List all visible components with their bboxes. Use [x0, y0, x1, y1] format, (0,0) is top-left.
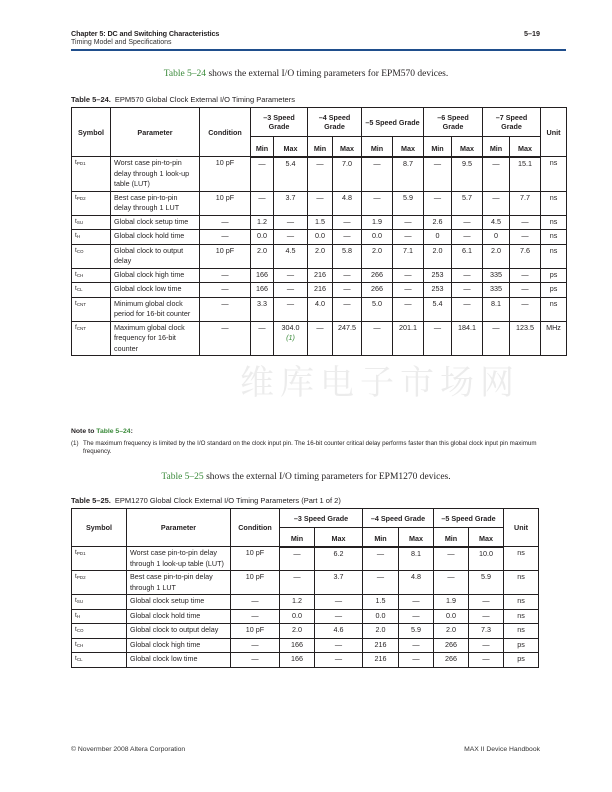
min-cell: 2.0	[483, 244, 510, 268]
max-cell: 5.7	[452, 191, 483, 215]
max-cell: —	[469, 609, 504, 624]
symbol-cell: $t_H$	[72, 609, 127, 624]
header-symbol: Symbol	[72, 509, 127, 547]
max-cell: 5.9	[399, 624, 434, 639]
condition-cell: —	[200, 230, 251, 245]
max-cell: 5.9	[469, 571, 504, 595]
max-cell: 123.5	[510, 321, 541, 356]
symbol-cell: $f_{CNT}$	[72, 321, 111, 356]
max-cell: 5.8	[333, 244, 362, 268]
max-cell: 7.7	[510, 191, 541, 215]
unit-cell: MHz	[541, 321, 567, 356]
min-cell: 3.3	[251, 297, 274, 321]
min-cell: —	[362, 157, 393, 192]
symbol-cell: $t_{SU}$	[72, 595, 127, 610]
symbol-cell: $t_{CH}$	[72, 638, 127, 653]
header-max: Max	[315, 528, 363, 547]
min-cell: 0.0	[363, 609, 399, 624]
unit-cell: ps	[504, 638, 539, 653]
parameter-cell: Worst case pin-to-pin delay through 1 look-up table (LUT)	[111, 157, 200, 192]
min-cell: 1.9	[434, 595, 469, 610]
max-cell: —	[315, 595, 363, 610]
min-cell: 335	[483, 268, 510, 283]
header-grade: –7 Speed Grade	[483, 108, 541, 137]
min-cell: 216	[308, 268, 333, 283]
max-cell: 7.1	[393, 244, 424, 268]
unit-cell: ps	[504, 653, 539, 668]
max-cell: 3.7	[274, 191, 308, 215]
max-cell: —	[510, 230, 541, 245]
table-row	[72, 638, 539, 653]
min-cell: 1.2	[251, 215, 274, 230]
max-cell: 15.1	[510, 157, 541, 192]
min-cell: 166	[280, 638, 315, 653]
max-cell: —	[510, 297, 541, 321]
symbol-cell: $t_{PD1}$	[72, 547, 127, 571]
symbol-cell: $t_{CL}$	[72, 283, 111, 298]
table-1-title: EPM570 Global Clock External I/O Timing Parameters	[114, 95, 295, 104]
condition-cell: —	[200, 297, 251, 321]
intro-text: shows the external I/O timing parameters for EPM570 devices.	[206, 69, 449, 79]
table-row	[72, 268, 567, 283]
max-cell: 4.8	[399, 571, 434, 595]
unit-cell: ns	[541, 191, 567, 215]
max-cell: —	[274, 215, 308, 230]
min-cell: 8.1	[483, 297, 510, 321]
table-row	[72, 547, 539, 571]
header-unit: Unit	[504, 509, 539, 547]
max-cell: —	[399, 595, 434, 610]
max-cell: —	[510, 215, 541, 230]
min-cell: —	[363, 571, 399, 595]
intro-paragraph-1	[0, 69, 612, 79]
min-cell: 4.5	[483, 215, 510, 230]
table-row	[72, 157, 567, 192]
unit-cell: ns	[541, 297, 567, 321]
unit-cell: ns	[504, 624, 539, 639]
parameter-cell: Maximum global clock frequency for 16-bit counter	[111, 321, 200, 356]
max-cell: —	[452, 230, 483, 245]
max-cell: 201.1	[393, 321, 424, 356]
symbol-cell: $t_{CL}$	[72, 653, 127, 668]
header-max: Max	[274, 137, 308, 157]
min-cell: 253	[424, 268, 452, 283]
max-cell: —	[452, 283, 483, 298]
max-cell: 5.9	[393, 191, 424, 215]
max-cell: —	[315, 638, 363, 653]
min-cell: 0	[483, 230, 510, 245]
min-cell: —	[362, 321, 393, 356]
max-cell: 6.1	[452, 244, 483, 268]
max-cell: —	[469, 653, 504, 668]
unit-cell: ns	[504, 547, 539, 571]
parameter-cell: Global clock to output delay	[127, 624, 231, 639]
header-min: Min	[363, 528, 399, 547]
table-row	[72, 230, 567, 245]
max-cell: —	[333, 215, 362, 230]
note-1	[71, 440, 566, 456]
min-cell: 2.6	[424, 215, 452, 230]
max-cell: —	[452, 215, 483, 230]
max-cell: —	[315, 609, 363, 624]
parameter-cell: Minimum global clock period for 16-bit counter	[111, 297, 200, 321]
table-row	[72, 215, 567, 230]
min-cell: 0.0	[362, 230, 393, 245]
min-cell: 166	[251, 268, 274, 283]
note-title: Note to Table 5–24:	[71, 428, 133, 435]
table-row	[72, 321, 567, 356]
header-max: Max	[399, 528, 434, 547]
header-condition: Condition	[231, 509, 280, 547]
table-1-caption	[71, 95, 295, 104]
min-cell: —	[308, 321, 333, 356]
max-cell: —	[315, 653, 363, 668]
min-cell: 5.4	[424, 297, 452, 321]
min-cell: —	[362, 191, 393, 215]
max-cell: —	[452, 297, 483, 321]
min-cell: 266	[362, 283, 393, 298]
header-rule	[71, 49, 566, 51]
max-cell: 9.5	[452, 157, 483, 192]
condition-cell: —	[231, 653, 280, 668]
min-cell: —	[434, 547, 469, 571]
condition-cell: 10 pF	[200, 191, 251, 215]
max-cell: —	[393, 297, 424, 321]
min-cell: 1.5	[363, 595, 399, 610]
max-cell: 6.2	[315, 547, 363, 571]
parameter-cell: Global clock high time	[127, 638, 231, 653]
watermark: 维库电子市场网	[240, 363, 520, 403]
min-cell: —	[251, 157, 274, 192]
unit-cell: ps	[541, 283, 567, 298]
symbol-cell: $t_{SU}$	[72, 215, 111, 230]
max-cell: 247.5	[333, 321, 362, 356]
min-cell: 216	[363, 653, 399, 668]
condition-cell: 10 pF	[200, 244, 251, 268]
header-max: Max	[469, 528, 504, 547]
header-unit: Unit	[541, 108, 567, 157]
max-cell: 7.0	[333, 157, 362, 192]
note-reference[interactable]: (1)	[286, 333, 295, 342]
min-cell: 2.0	[424, 244, 452, 268]
unit-cell: ns	[541, 244, 567, 268]
symbol-cell: $t_{PD1}$	[72, 157, 111, 192]
min-cell: —	[251, 191, 274, 215]
min-cell: 2.0	[434, 624, 469, 639]
min-cell: 5.0	[362, 297, 393, 321]
symbol-cell: $t_{CH}$	[72, 268, 111, 283]
min-cell: —	[280, 547, 315, 571]
header-min: Min	[434, 528, 469, 547]
max-cell: —	[393, 215, 424, 230]
note-body: The maximum frequency is limited by the I/O standard on the clock input pin. The 16-bit counter critical delay performs faster than this global clock input pin maximum frequency.	[83, 440, 537, 456]
table-row	[72, 609, 539, 624]
min-cell: 0.0	[434, 609, 469, 624]
max-cell: —	[393, 230, 424, 245]
condition-cell: 10 pF	[231, 624, 280, 639]
min-cell: 1.2	[280, 595, 315, 610]
parameter-cell: Worst case pin-to-pin delay through 1 look-up table (LUT)	[127, 547, 231, 571]
max-cell: —	[452, 268, 483, 283]
min-cell: 4.0	[308, 297, 333, 321]
max-cell: —	[274, 283, 308, 298]
max-cell: 4.8	[333, 191, 362, 215]
max-cell: —	[393, 268, 424, 283]
symbol-cell: $t_{CO}$	[72, 244, 111, 268]
min-cell: 335	[483, 283, 510, 298]
table-5-25	[71, 508, 539, 668]
header-grade: –3 Speed Grade	[280, 509, 363, 528]
table-row	[72, 297, 567, 321]
header-max: Max	[452, 137, 483, 157]
condition-cell: —	[200, 215, 251, 230]
header-grade: –5 Speed Grade	[434, 509, 504, 528]
header-parameter: Parameter	[111, 108, 200, 157]
table-row	[72, 653, 539, 668]
min-cell: —	[363, 547, 399, 571]
min-cell: 253	[424, 283, 452, 298]
max-cell: —	[333, 230, 362, 245]
max-cell: —	[274, 297, 308, 321]
condition-cell: 10 pF	[231, 571, 280, 595]
condition-cell: —	[200, 283, 251, 298]
max-cell: 7.6	[510, 244, 541, 268]
min-cell: 166	[251, 283, 274, 298]
min-cell: —	[483, 157, 510, 192]
symbol-cell: $t_{PD2}$	[72, 571, 127, 595]
min-cell: 2.0	[251, 244, 274, 268]
max-cell: 5.4	[274, 157, 308, 192]
footer-handbook: MAX II Device Handbook	[464, 746, 540, 753]
min-cell: 1.5	[308, 215, 333, 230]
header-grade: –4 Speed Grade	[363, 509, 434, 528]
note-number: (1)	[71, 440, 79, 447]
min-cell: 1.9	[362, 215, 393, 230]
min-cell: 216	[363, 638, 399, 653]
min-cell: —	[280, 571, 315, 595]
condition-cell: 10 pF	[200, 157, 251, 192]
parameter-cell: Global clock to output delay	[111, 244, 200, 268]
parameter-cell: Global clock low time	[127, 653, 231, 668]
max-cell: 304.0 (1)	[274, 321, 308, 356]
min-cell: 0	[424, 230, 452, 245]
min-cell: 216	[308, 283, 333, 298]
table-2-title: EPM1270 Global Clock External I/O Timing Parameters (Part 1 of 2)	[114, 496, 341, 505]
header-grade: –5 Speed Grade	[362, 108, 424, 137]
min-cell: 266	[434, 638, 469, 653]
min-cell: 266	[434, 653, 469, 668]
max-cell: —	[399, 609, 434, 624]
table-5-24	[71, 107, 567, 356]
max-cell: 8.1	[399, 547, 434, 571]
table-5-25-link[interactable]: Table 5–25	[161, 472, 204, 482]
table-row	[72, 244, 567, 268]
symbol-cell: $t_{CO}$	[72, 624, 127, 639]
max-cell: —	[274, 230, 308, 245]
max-cell: —	[469, 595, 504, 610]
max-cell: —	[510, 283, 541, 298]
symbol-cell: $t_{PD2}$	[72, 191, 111, 215]
page-number: 5–19	[524, 29, 540, 38]
condition-cell: —	[200, 321, 251, 356]
header-min: Min	[280, 528, 315, 547]
intro-text: shows the external I/O timing parameters for EPM1270 devices.	[203, 472, 451, 482]
table-5-24-link[interactable]: Table 5–24	[163, 69, 207, 79]
max-cell: 8.7	[393, 157, 424, 192]
max-cell: —	[399, 638, 434, 653]
table-row	[72, 595, 539, 610]
parameter-cell: Best case pin-to-pin delay through 1 LUT	[127, 571, 231, 595]
max-cell: —	[333, 268, 362, 283]
condition-cell: —	[231, 595, 280, 610]
min-cell: 0.0	[251, 230, 274, 245]
min-cell: 2.0	[363, 624, 399, 639]
footer-copyright: © Novermber 2008 Altera Corporation	[71, 746, 186, 753]
header-min: Min	[308, 137, 333, 157]
condition-cell: 10 pF	[231, 547, 280, 571]
max-cell: —	[333, 283, 362, 298]
header-max: Max	[333, 137, 362, 157]
max-cell: —	[393, 283, 424, 298]
parameter-cell: Global clock low time	[111, 283, 200, 298]
header-grade: –4 Speed Grade	[308, 108, 362, 137]
min-cell: —	[424, 157, 452, 192]
header-parameter: Parameter	[127, 509, 231, 547]
min-cell: 2.0	[280, 624, 315, 639]
table-2-caption	[71, 496, 341, 505]
parameter-cell: Global clock hold time	[111, 230, 200, 245]
note-table-link[interactable]: Table 5–24	[96, 428, 131, 435]
condition-cell: —	[200, 268, 251, 283]
header-symbol: Symbol	[72, 108, 111, 157]
max-cell: —	[274, 268, 308, 283]
table-2-label: Table 5–25.	[71, 496, 111, 505]
parameter-cell: Global clock setup time	[127, 595, 231, 610]
unit-cell: ns	[504, 571, 539, 595]
max-cell: 184.1	[452, 321, 483, 356]
intro-paragraph-2	[0, 472, 612, 482]
max-cell: —	[510, 268, 541, 283]
chapter-title: Chapter 5: DC and Switching Characteristics	[71, 29, 220, 38]
header-grade: –3 Speed Grade	[251, 108, 308, 137]
max-cell: 4.5	[274, 244, 308, 268]
table-row	[72, 624, 539, 639]
table-row	[72, 191, 567, 215]
header-min: Min	[362, 137, 393, 157]
min-cell: —	[251, 321, 274, 356]
header-condition: Condition	[200, 108, 251, 157]
condition-cell: —	[231, 638, 280, 653]
header-max: Max	[393, 137, 424, 157]
table-row	[72, 571, 539, 595]
unit-cell: ps	[541, 268, 567, 283]
unit-cell: ns	[541, 230, 567, 245]
max-cell: 3.7	[315, 571, 363, 595]
symbol-cell: $t_H$	[72, 230, 111, 245]
min-cell: 0.0	[280, 609, 315, 624]
condition-cell: —	[231, 609, 280, 624]
min-cell: 166	[280, 653, 315, 668]
max-cell: —	[469, 638, 504, 653]
section-title: Timing Model and Specifications	[71, 39, 172, 46]
max-cell: —	[333, 297, 362, 321]
min-cell: 266	[362, 268, 393, 283]
min-cell: —	[308, 191, 333, 215]
symbol-cell: $t_{CNT}$	[72, 297, 111, 321]
min-cell: —	[424, 191, 452, 215]
unit-cell: ns	[541, 157, 567, 192]
table-1-label: Table 5–24.	[71, 95, 111, 104]
header-min: Min	[483, 137, 510, 157]
header-min: Min	[251, 137, 274, 157]
min-cell: 0.0	[308, 230, 333, 245]
parameter-cell: Global clock high time	[111, 268, 200, 283]
unit-cell: ns	[504, 609, 539, 624]
header-min: Min	[424, 137, 452, 157]
min-cell: —	[308, 157, 333, 192]
table-row	[72, 283, 567, 298]
min-cell: —	[424, 321, 452, 356]
parameter-cell: Global clock hold time	[127, 609, 231, 624]
max-cell: 7.3	[469, 624, 504, 639]
max-cell: —	[399, 653, 434, 668]
max-cell: 10.0	[469, 547, 504, 571]
min-cell: —	[483, 321, 510, 356]
min-cell: —	[434, 571, 469, 595]
min-cell: —	[483, 191, 510, 215]
parameter-cell: Best case pin-to-pin delay through 1 LUT	[111, 191, 200, 215]
unit-cell: ns	[541, 215, 567, 230]
header-grade: –6 Speed Grade	[424, 108, 483, 137]
parameter-cell: Global clock setup time	[111, 215, 200, 230]
min-cell: 2.0	[308, 244, 333, 268]
max-cell: 4.6	[315, 624, 363, 639]
header-max: Max	[510, 137, 541, 157]
unit-cell: ns	[504, 595, 539, 610]
min-cell: 2.0	[362, 244, 393, 268]
